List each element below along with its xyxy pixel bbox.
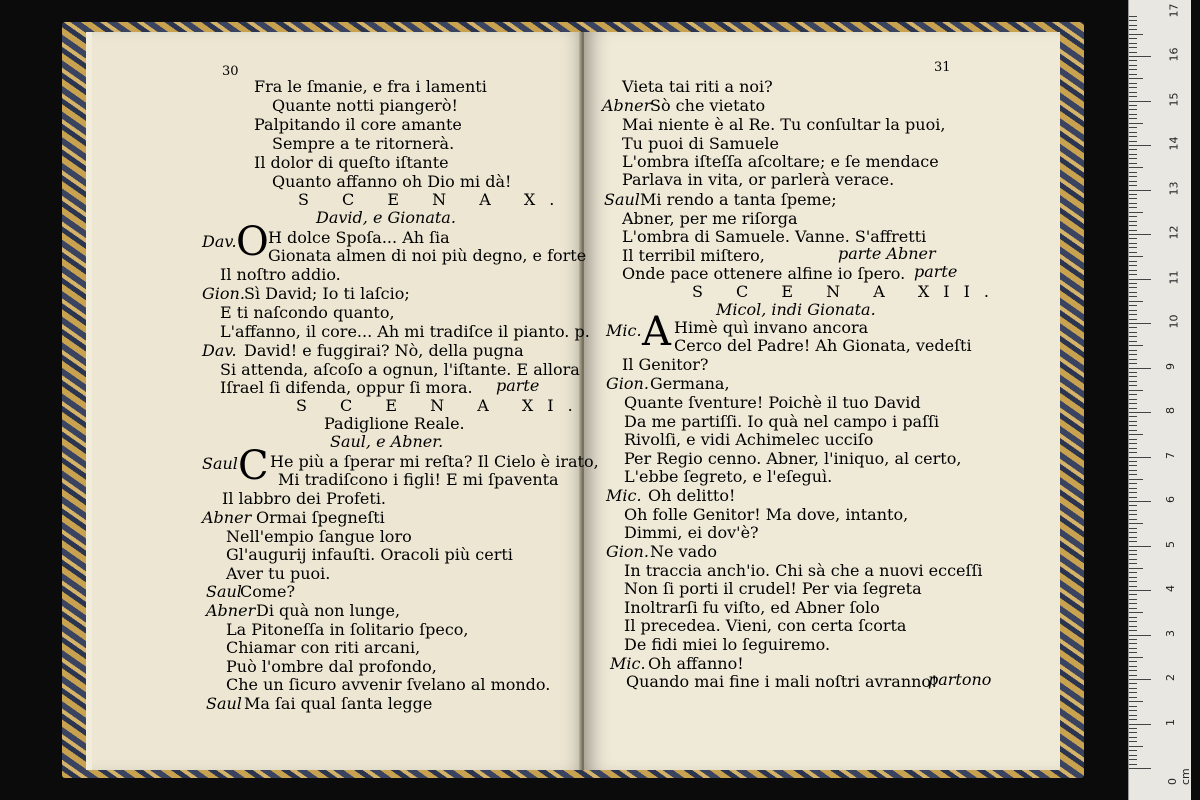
ruler-tick <box>1129 114 1137 115</box>
ruler-tick <box>1129 314 1137 315</box>
ruler-tick <box>1129 434 1143 435</box>
ruler-tick <box>1129 109 1137 110</box>
text-line: Padiglione Reale. <box>324 414 465 433</box>
ruler-tick <box>1129 92 1137 93</box>
ruler-tick <box>1129 354 1137 355</box>
ruler-label: 2 <box>1164 674 1177 681</box>
ruler-tick <box>1129 408 1137 409</box>
ruler-tick <box>1129 158 1137 159</box>
ruler-tick <box>1129 47 1137 48</box>
text-line: Cerco del Padre! Ah Gionata, vedeſti <box>674 336 972 355</box>
text-line: Quante ſventure! Poichè il tuo David <box>624 393 921 412</box>
ruler-tick <box>1129 679 1151 680</box>
ruler-tick <box>1129 416 1137 417</box>
ruler-tick <box>1129 167 1143 168</box>
ruler-tick <box>1129 719 1137 720</box>
ruler-tick <box>1129 336 1137 337</box>
ruler-tick <box>1129 421 1137 422</box>
speaker-label: Gion. <box>202 284 245 303</box>
ruler-tick <box>1129 559 1137 560</box>
ruler-tick <box>1129 145 1151 146</box>
ruler-tick <box>1129 390 1143 391</box>
ruler-tick <box>1129 154 1137 155</box>
ruler-label: 14 <box>1167 136 1181 151</box>
ruler-tick <box>1129 470 1137 471</box>
text-line: La Pitoneſſa in ſolitario ſpeco, <box>226 620 469 639</box>
text-line: Vieta tai riti a noi? <box>622 77 773 96</box>
ruler-tick <box>1129 430 1137 431</box>
text-line: Mi tradiſcono i figli! E mi ſpaventa <box>278 470 559 489</box>
ruler-tick <box>1129 563 1137 564</box>
text-line: In traccia anch'io. Chi sà che a nuovi ecceſſi <box>624 561 983 580</box>
ruler-label: 6 <box>1164 496 1177 503</box>
ruler-tick <box>1129 412 1151 413</box>
text-line: Da me partiſſi. Io quà nel campo i paſſi <box>624 412 940 431</box>
text-line: Fra le ſmanie, e fra i lamenti <box>254 77 487 96</box>
text-line: Si attenda, aſcoſo a ognun, l'iſtante. E allora <box>220 360 580 379</box>
text-line: H dolce Spoſa... Ah ſia <box>268 228 450 247</box>
ruler-tick <box>1129 457 1151 458</box>
text-line: Ma ſai qual ſanta legge <box>244 694 433 713</box>
drop-cap: A <box>642 309 671 355</box>
stage-direction: parte <box>496 376 540 395</box>
ruler-tick <box>1129 20 1137 21</box>
ruler-tick <box>1129 56 1151 57</box>
ruler-tick <box>1129 176 1137 177</box>
ruler-tick <box>1129 265 1137 266</box>
ruler-tick <box>1129 163 1137 164</box>
ruler-tick <box>1129 34 1143 35</box>
ruler-tick <box>1129 701 1143 702</box>
ruler-label: 13 <box>1167 181 1181 195</box>
stage-direction: Micol, indi Gionata. <box>716 300 876 319</box>
ruler-tick <box>1129 283 1137 284</box>
ruler-tick <box>1129 256 1143 257</box>
speaker-label: Saul <box>206 694 242 713</box>
ruler-tick <box>1129 25 1137 26</box>
ruler-tick <box>1129 359 1137 360</box>
page-number-left: 30 <box>222 64 239 79</box>
ruler-tick <box>1129 87 1137 88</box>
text-line: Mai niente è al Re. Tu conſultar la puoi, <box>622 115 946 134</box>
ruler-label: 15 <box>1167 92 1181 106</box>
speaker-label: Gion. <box>606 374 649 393</box>
ruler-tick <box>1129 252 1137 253</box>
ruler-tick <box>1129 105 1137 106</box>
ruler-tick <box>1129 376 1137 377</box>
text-line: Gionata almen di noi più degno, e forte <box>268 246 587 265</box>
ruler-tick <box>1129 127 1137 128</box>
speaker-label: Dav. <box>202 341 237 360</box>
ruler-tick <box>1129 141 1137 142</box>
ruler-tick <box>1129 319 1137 320</box>
ruler-tick <box>1129 465 1137 466</box>
ruler-label: 5 <box>1164 540 1177 548</box>
speaker-label: Mic. <box>610 654 646 673</box>
ruler-tick <box>1129 488 1137 489</box>
ruler-tick <box>1129 399 1137 400</box>
ruler-tick <box>1129 461 1137 462</box>
ruler-tick <box>1129 394 1137 395</box>
ruler-tick <box>1129 510 1137 511</box>
ruler-tick <box>1129 292 1137 293</box>
ruler-tick <box>1129 675 1137 676</box>
stage-direction: David, e Gionata. <box>316 208 456 227</box>
ruler-tick <box>1129 234 1151 235</box>
ruler-tick <box>1129 301 1143 302</box>
ruler-tick <box>1129 203 1137 204</box>
ruler-tick <box>1129 737 1137 738</box>
drop-cap: C <box>238 443 269 489</box>
ruler-tick <box>1129 501 1151 502</box>
ruler-tick <box>1129 764 1137 765</box>
text-line: Germana, <box>650 374 730 393</box>
measuring-ruler <box>1128 0 1191 800</box>
text-line: Il labbro dei Profeti. <box>222 489 387 508</box>
ruler-tick <box>1129 381 1137 382</box>
stage-direction: parte Abner <box>838 244 936 263</box>
ruler-tick <box>1129 216 1137 217</box>
ruler-label: 0 cm <box>1166 768 1192 785</box>
ruler-tick <box>1129 123 1143 124</box>
ruler-label: 12 <box>1167 225 1181 240</box>
ruler-tick <box>1129 599 1137 600</box>
ruler-tick <box>1129 243 1137 244</box>
text-line: E ti naſcondo quanto, <box>220 303 395 322</box>
ruler-tick <box>1129 755 1137 756</box>
ruler-tick <box>1129 198 1137 199</box>
ruler-tick <box>1129 483 1137 484</box>
ruler-tick <box>1129 190 1151 191</box>
text-line: Mi rendo a tanta ſpeme; <box>640 190 837 209</box>
ruler-tick <box>1129 207 1137 208</box>
text-line: Onde pace ottenere alfine io ſpero. <box>622 264 906 283</box>
ruler-tick <box>1129 425 1137 426</box>
ruler-tick <box>1129 768 1151 769</box>
ruler-tick <box>1129 688 1137 689</box>
ruler-tick <box>1129 385 1137 386</box>
ruler-tick <box>1129 212 1143 213</box>
ruler-tick <box>1129 69 1137 70</box>
ruler-tick <box>1129 514 1137 515</box>
text-line: Non ſi porti il crudel! Per via ſegreta <box>624 579 922 598</box>
text-line: Rivolſi, e vidi Achimelec ucciſo <box>624 430 874 449</box>
ruler-tick <box>1129 603 1137 604</box>
ruler-tick <box>1129 505 1137 506</box>
text-line: Il Genitor? <box>622 355 709 374</box>
text-line: David! e fuggirai? Nò, della pugna <box>244 341 524 360</box>
ruler-label: 10 <box>1167 314 1181 329</box>
ruler-tick <box>1129 443 1137 444</box>
ruler-tick <box>1129 746 1143 747</box>
ruler-tick <box>1129 279 1151 280</box>
ruler-tick <box>1129 581 1137 582</box>
ruler-tick <box>1129 661 1137 662</box>
ruler-tick <box>1129 652 1137 653</box>
drop-cap: O <box>236 219 269 265</box>
ruler-label: 4 <box>1164 585 1177 592</box>
speaker-label: Mic. <box>606 486 642 505</box>
ruler-tick <box>1129 715 1137 716</box>
text-line: Quando mai fine i mali noſtri avranno! <box>626 672 938 691</box>
ruler-tick <box>1129 221 1137 222</box>
speaker-label: Mic. <box>606 321 642 340</box>
text-line: Aver tu puoi. <box>226 564 331 583</box>
ruler-tick <box>1129 38 1137 39</box>
ruler-label: 8 <box>1164 407 1177 414</box>
ruler-tick <box>1129 608 1137 609</box>
ruler-tick <box>1129 96 1137 97</box>
text-line: Inoltrarſi fu viſto, ed Abner ſolo <box>624 598 880 617</box>
text-line: Il dolor di queſto iſtante <box>254 153 449 172</box>
stage-direction: parte <box>914 262 958 281</box>
ruler-tick <box>1129 194 1137 195</box>
scene-heading: S C E N A XII. <box>692 282 1003 301</box>
ruler-tick <box>1129 626 1137 627</box>
speaker-label: Saul <box>202 454 238 473</box>
ruler-tick <box>1129 621 1137 622</box>
ruler-tick <box>1129 692 1137 693</box>
ruler-tick <box>1129 741 1137 742</box>
ruler-tick <box>1129 666 1137 667</box>
ruler-tick <box>1129 586 1137 587</box>
ruler-tick <box>1129 577 1137 578</box>
text-line: Iſrael ſi difenda, oppur ſi mora. <box>220 378 473 397</box>
ruler-tick <box>1129 247 1137 248</box>
text-line: Tu puoi di Samuele <box>622 134 779 153</box>
ruler-tick <box>1129 225 1137 226</box>
text-line: He più a ſperar mi reſta? Il Cielo è irato, <box>270 452 599 471</box>
ruler-tick <box>1129 403 1137 404</box>
speaker-label: Abner <box>202 508 252 527</box>
ruler-tick <box>1129 136 1137 137</box>
ruler-tick <box>1129 617 1137 618</box>
text-line: Palpitando il core amante <box>254 115 462 134</box>
text-line: Nell'empio ſangue loro <box>226 527 412 546</box>
ruler-tick <box>1129 296 1137 297</box>
ruler-label: 9 <box>1164 362 1177 370</box>
ruler-tick <box>1129 537 1137 538</box>
ruler-tick <box>1129 16 1137 17</box>
scene-heading: S C E N A X. <box>298 190 569 209</box>
ruler-tick <box>1129 52 1137 53</box>
ruler-tick <box>1129 750 1137 751</box>
ruler-tick <box>1129 648 1137 649</box>
text-line: Chiamar con riti arcani, <box>226 638 421 657</box>
ruler-tick <box>1129 101 1151 102</box>
ruler-tick <box>1129 710 1137 711</box>
ruler-tick <box>1129 118 1137 119</box>
ruler-tick <box>1129 132 1137 133</box>
text-line: Sì David; Io ti laſcio; <box>244 284 410 303</box>
ruler-tick <box>1129 554 1137 555</box>
ruler-tick <box>1129 474 1137 475</box>
ruler-label: 1 <box>1164 718 1177 726</box>
ruler-tick <box>1129 519 1137 520</box>
ruler-tick <box>1129 65 1137 66</box>
speaker-label: Abner <box>602 96 652 115</box>
ruler-label: 7 <box>1164 451 1177 459</box>
text-line: Quanto affanno oh Dio mi dà! <box>272 172 512 191</box>
text-line: Sempre a te ritornerà. <box>272 134 455 153</box>
ruler-tick <box>1129 83 1137 84</box>
ruler-tick <box>1129 341 1137 342</box>
ruler-tick <box>1129 528 1137 529</box>
text-line: Come? <box>240 582 296 601</box>
text-line: Abner, per me riſorga <box>622 209 798 228</box>
ruler-tick <box>1129 29 1137 30</box>
ruler-tick <box>1129 492 1137 493</box>
speaker-label: Dav. <box>202 232 237 251</box>
ruler-tick <box>1129 657 1143 658</box>
text-line: Himè quì invano ancora <box>674 318 869 337</box>
ruler-tick <box>1129 452 1137 453</box>
ruler-label: 3 <box>1164 629 1177 637</box>
page-number-right: 31 <box>934 60 951 75</box>
text-line: Il precedea. Vieni, con certa ſcorta <box>624 616 907 635</box>
ruler-tick <box>1129 372 1137 373</box>
text-line: L'affanno, il core... Ah mi tradiſce il pianto. p. <box>220 322 590 341</box>
ruler-tick <box>1129 323 1151 324</box>
ruler-tick <box>1129 523 1143 524</box>
text-line: L'ebbe ſegreto, e l'eſeguì. <box>624 467 833 486</box>
ruler-tick <box>1129 78 1143 79</box>
ruler-tick <box>1129 270 1137 271</box>
ruler-label: 17 <box>1167 3 1181 17</box>
stage-direction: partono <box>928 670 992 689</box>
text-line: Dimmi, ei dov'è? <box>624 523 759 542</box>
ruler-tick <box>1129 287 1137 288</box>
ruler-tick <box>1129 43 1137 44</box>
ruler-tick <box>1129 368 1151 369</box>
text-line: Oh delitto! <box>648 486 736 505</box>
speaker-label: Gion. <box>606 542 649 561</box>
speaker-label: Abner <box>206 601 256 620</box>
ruler-tick <box>1129 612 1143 613</box>
ruler-tick <box>1129 332 1137 333</box>
ruler-tick <box>1129 706 1137 707</box>
ruler-tick <box>1129 759 1137 760</box>
ruler-tick <box>1129 594 1137 595</box>
ruler-tick <box>1129 568 1143 569</box>
text-line: Di quà non lunge, <box>256 601 401 620</box>
text-line: Può l'ombre dal profondo, <box>226 657 437 676</box>
text-line: Il noſtro addio. <box>220 265 341 284</box>
ruler-tick <box>1129 439 1137 440</box>
ruler-tick <box>1129 74 1137 75</box>
ruler-tick <box>1129 541 1137 542</box>
ruler-tick <box>1129 572 1137 573</box>
ruler-tick <box>1129 643 1137 644</box>
ruler-tick <box>1129 479 1143 480</box>
ruler-tick <box>1129 590 1151 591</box>
speaker-label: Saul <box>604 190 640 209</box>
text-line: Che un ſicuro avvenir ſvelano al mondo. <box>226 675 551 694</box>
ruler-tick <box>1129 181 1137 182</box>
text-line: Quante notti piangerò! <box>272 96 458 115</box>
ruler-tick <box>1129 670 1137 671</box>
ruler-tick <box>1129 732 1137 733</box>
ruler-tick <box>1129 546 1151 547</box>
text-line: De fidi miei lo ſeguiremo. <box>624 635 831 654</box>
ruler-tick <box>1129 172 1137 173</box>
ruler-tick <box>1129 639 1137 640</box>
ruler-tick <box>1129 310 1137 311</box>
ruler-tick <box>1129 724 1151 725</box>
ruler-tick <box>1129 635 1151 636</box>
ruler-tick <box>1129 697 1137 698</box>
ruler-tick <box>1129 345 1143 346</box>
ruler-tick <box>1129 363 1137 364</box>
text-line: Parlava in vita, or parlerà verace. <box>622 170 895 189</box>
ruler-label: 11 <box>1167 270 1181 284</box>
scene-heading: S C E N A XI. <box>296 396 587 415</box>
ruler-tick <box>1129 60 1137 61</box>
ruler-tick <box>1129 448 1137 449</box>
ruler-tick <box>1129 532 1137 533</box>
text-line: Oh folle Genitor! Ma dove, intanto, <box>624 505 909 524</box>
text-line: Oh affanno! <box>648 654 744 673</box>
ruler-tick <box>1129 149 1137 150</box>
stage-direction: Saul, e Abner. <box>330 432 444 451</box>
text-line: Ormai ſpegneſti <box>256 508 385 527</box>
ruler-tick <box>1129 230 1137 231</box>
text-line: Sò che vietato <box>650 96 766 115</box>
text-line: Per Regio cenno. Abner, l'iniquo, al certo, <box>624 449 962 468</box>
ruler-tick <box>1129 261 1137 262</box>
ruler-tick <box>1129 305 1137 306</box>
text-line: Il terribil miſtero, <box>622 246 765 265</box>
ruler-tick <box>1129 327 1137 328</box>
text-line: Gl'augurij infauſti. Oracoli più certi <box>226 545 513 564</box>
ruler-tick <box>1129 350 1137 351</box>
text-line: L'ombra iſteſſa aſcoltare; e ſe mendace <box>622 152 939 171</box>
ruler-label: 16 <box>1167 47 1181 62</box>
text-line: L'ombra di Samuele. Vanne. S'affretti <box>622 227 927 246</box>
ruler-tick <box>1129 274 1137 275</box>
speaker-label: Saul <box>206 582 242 601</box>
ruler-tick <box>1129 630 1137 631</box>
text-line: Ne vado <box>650 542 718 561</box>
ruler-tick <box>1129 185 1137 186</box>
ruler-tick <box>1129 728 1137 729</box>
ruler-tick <box>1129 683 1137 684</box>
ruler-tick <box>1129 550 1137 551</box>
ruler-tick <box>1129 497 1137 498</box>
ruler-tick <box>1129 238 1137 239</box>
